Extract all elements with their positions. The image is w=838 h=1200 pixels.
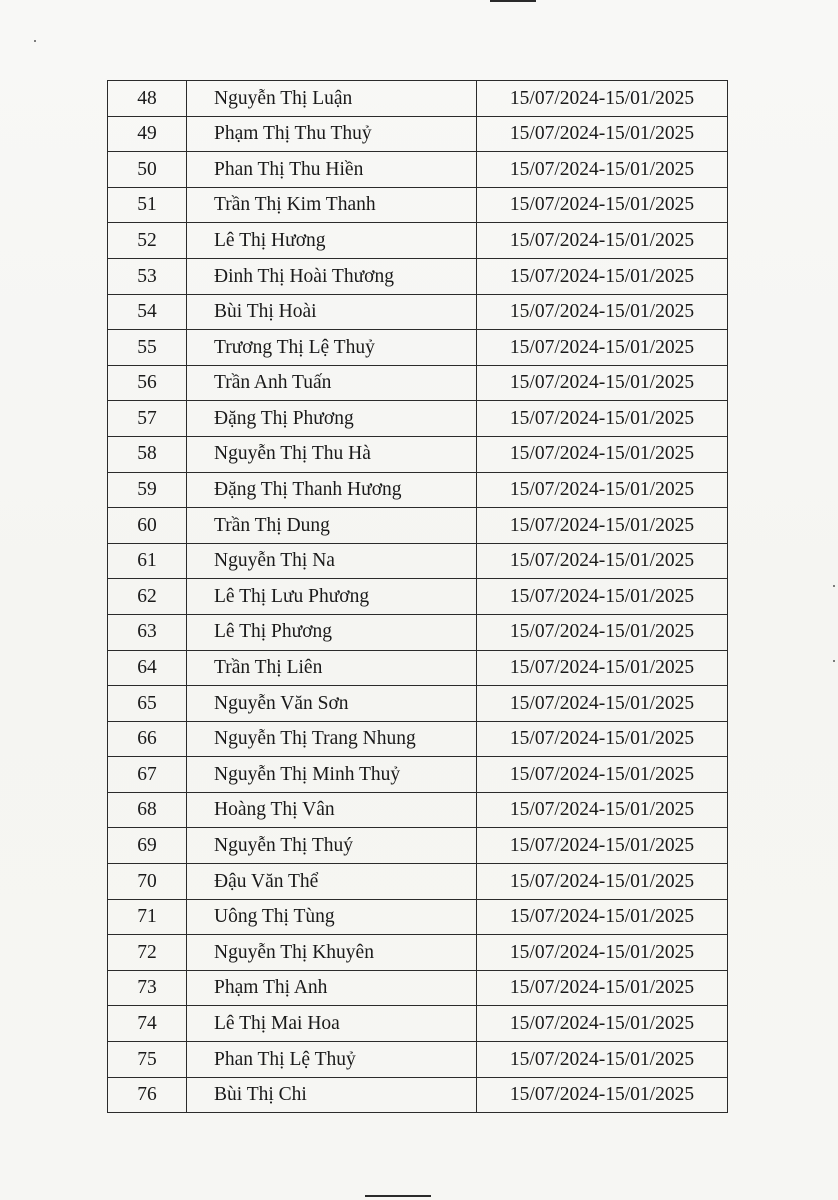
date-range: 15/07/2024-15/01/2025	[477, 330, 728, 366]
table-row	[108, 1042, 728, 1078]
table-row	[108, 686, 728, 722]
date-range: 15/07/2024-15/01/2025	[477, 401, 728, 437]
table-row	[108, 258, 728, 294]
row-number: 58	[108, 436, 187, 472]
date-range: 15/07/2024-15/01/2025	[477, 116, 728, 152]
date-range: 15/07/2024-15/01/2025	[477, 686, 728, 722]
table-row	[108, 899, 728, 935]
date-range: 15/07/2024-15/01/2025	[477, 187, 728, 223]
row-number: 55	[108, 330, 187, 366]
table-row	[108, 152, 728, 188]
person-name: Trần Anh Tuấn	[187, 365, 477, 401]
person-name: Phạm Thị Anh	[187, 970, 477, 1006]
date-range: 15/07/2024-15/01/2025	[477, 721, 728, 757]
row-number: 63	[108, 614, 187, 650]
row-number: 70	[108, 864, 187, 900]
table-row	[108, 116, 728, 152]
date-range: 15/07/2024-15/01/2025	[477, 81, 728, 117]
table-row	[108, 1077, 728, 1113]
table-row	[108, 472, 728, 508]
person-name: Phạm Thị Thu Thuỷ	[187, 116, 477, 152]
row-number: 57	[108, 401, 187, 437]
table-row	[108, 650, 728, 686]
roster-table-body	[108, 81, 728, 1113]
date-range: 15/07/2024-15/01/2025	[477, 223, 728, 259]
table-row	[108, 401, 728, 437]
date-range: 15/07/2024-15/01/2025	[477, 899, 728, 935]
person-name: Nguyễn Thị Thu Hà	[187, 436, 477, 472]
person-name: Lê Thị Phương	[187, 614, 477, 650]
row-number: 68	[108, 792, 187, 828]
roster-table	[107, 80, 728, 1113]
table-row	[108, 864, 728, 900]
bottom-edge-mark	[365, 1195, 431, 1197]
person-name: Trần Thị Dung	[187, 508, 477, 544]
date-range: 15/07/2024-15/01/2025	[477, 152, 728, 188]
person-name: Đậu Văn Thể	[187, 864, 477, 900]
table-row	[108, 828, 728, 864]
row-number: 64	[108, 650, 187, 686]
person-name: Hoàng Thị Vân	[187, 792, 477, 828]
row-number: 50	[108, 152, 187, 188]
person-name: Bùi Thị Hoài	[187, 294, 477, 330]
table-row	[108, 721, 728, 757]
row-number: 71	[108, 899, 187, 935]
table-row	[108, 792, 728, 828]
person-name: Nguyễn Văn Sơn	[187, 686, 477, 722]
date-range: 15/07/2024-15/01/2025	[477, 864, 728, 900]
person-name: Lê Thị Lưu Phương	[187, 579, 477, 615]
row-number: 62	[108, 579, 187, 615]
row-number: 59	[108, 472, 187, 508]
table-row	[108, 508, 728, 544]
row-number: 65	[108, 686, 187, 722]
date-range: 15/07/2024-15/01/2025	[477, 1077, 728, 1113]
date-range: 15/07/2024-15/01/2025	[477, 1042, 728, 1078]
table-row	[108, 579, 728, 615]
person-name: Nguyễn Thị Khuyên	[187, 935, 477, 971]
row-number: 61	[108, 543, 187, 579]
scan-speck	[34, 40, 36, 42]
row-number: 56	[108, 365, 187, 401]
person-name: Nguyễn Thị Trang Nhung	[187, 721, 477, 757]
table-row	[108, 614, 728, 650]
person-name: Phan Thị Lệ Thuỷ	[187, 1042, 477, 1078]
table-row	[108, 935, 728, 971]
date-range: 15/07/2024-15/01/2025	[477, 579, 728, 615]
table-row	[108, 81, 728, 117]
person-name: Bùi Thị Chi	[187, 1077, 477, 1113]
table-row	[108, 543, 728, 579]
row-number: 76	[108, 1077, 187, 1113]
row-number: 73	[108, 970, 187, 1006]
person-name: Đinh Thị Hoài Thương	[187, 258, 477, 294]
row-number: 67	[108, 757, 187, 793]
person-name: Nguyễn Thị Luận	[187, 81, 477, 117]
date-range: 15/07/2024-15/01/2025	[477, 792, 728, 828]
row-number: 53	[108, 258, 187, 294]
person-name: Trần Thị Kim Thanh	[187, 187, 477, 223]
date-range: 15/07/2024-15/01/2025	[477, 472, 728, 508]
row-number: 60	[108, 508, 187, 544]
date-range: 15/07/2024-15/01/2025	[477, 258, 728, 294]
date-range: 15/07/2024-15/01/2025	[477, 757, 728, 793]
person-name: Phan Thị Thu Hiền	[187, 152, 477, 188]
date-range: 15/07/2024-15/01/2025	[477, 614, 728, 650]
person-name: Lê Thị Hương	[187, 223, 477, 259]
person-name: Nguyễn Thị Minh Thuỷ	[187, 757, 477, 793]
date-range: 15/07/2024-15/01/2025	[477, 935, 728, 971]
person-name: Trần Thị Liên	[187, 650, 477, 686]
date-range: 15/07/2024-15/01/2025	[477, 970, 728, 1006]
scan-speck	[833, 585, 835, 587]
row-number: 54	[108, 294, 187, 330]
row-number: 74	[108, 1006, 187, 1042]
row-number: 66	[108, 721, 187, 757]
table-row	[108, 365, 728, 401]
row-number: 48	[108, 81, 187, 117]
date-range: 15/07/2024-15/01/2025	[477, 365, 728, 401]
person-name: Trương Thị Lệ Thuỷ	[187, 330, 477, 366]
table-row	[108, 970, 728, 1006]
top-edge-mark	[490, 0, 536, 2]
person-name: Lê Thị Mai Hoa	[187, 1006, 477, 1042]
person-name: Nguyễn Thị Thuý	[187, 828, 477, 864]
row-number: 75	[108, 1042, 187, 1078]
row-number: 69	[108, 828, 187, 864]
table-row	[108, 187, 728, 223]
person-name: Uông Thị Tùng	[187, 899, 477, 935]
table-row	[108, 757, 728, 793]
table-row	[108, 223, 728, 259]
person-name: Đặng Thị Phương	[187, 401, 477, 437]
date-range: 15/07/2024-15/01/2025	[477, 294, 728, 330]
date-range: 15/07/2024-15/01/2025	[477, 650, 728, 686]
row-number: 49	[108, 116, 187, 152]
table-row	[108, 1006, 728, 1042]
scan-speck	[833, 660, 835, 662]
table-row	[108, 330, 728, 366]
row-number: 51	[108, 187, 187, 223]
date-range: 15/07/2024-15/01/2025	[477, 436, 728, 472]
person-name: Nguyễn Thị Na	[187, 543, 477, 579]
date-range: 15/07/2024-15/01/2025	[477, 543, 728, 579]
date-range: 15/07/2024-15/01/2025	[477, 1006, 728, 1042]
date-range: 15/07/2024-15/01/2025	[477, 508, 728, 544]
row-number: 52	[108, 223, 187, 259]
person-name: Đặng Thị Thanh Hương	[187, 472, 477, 508]
row-number: 72	[108, 935, 187, 971]
date-range: 15/07/2024-15/01/2025	[477, 828, 728, 864]
table-row	[108, 436, 728, 472]
table-row	[108, 294, 728, 330]
